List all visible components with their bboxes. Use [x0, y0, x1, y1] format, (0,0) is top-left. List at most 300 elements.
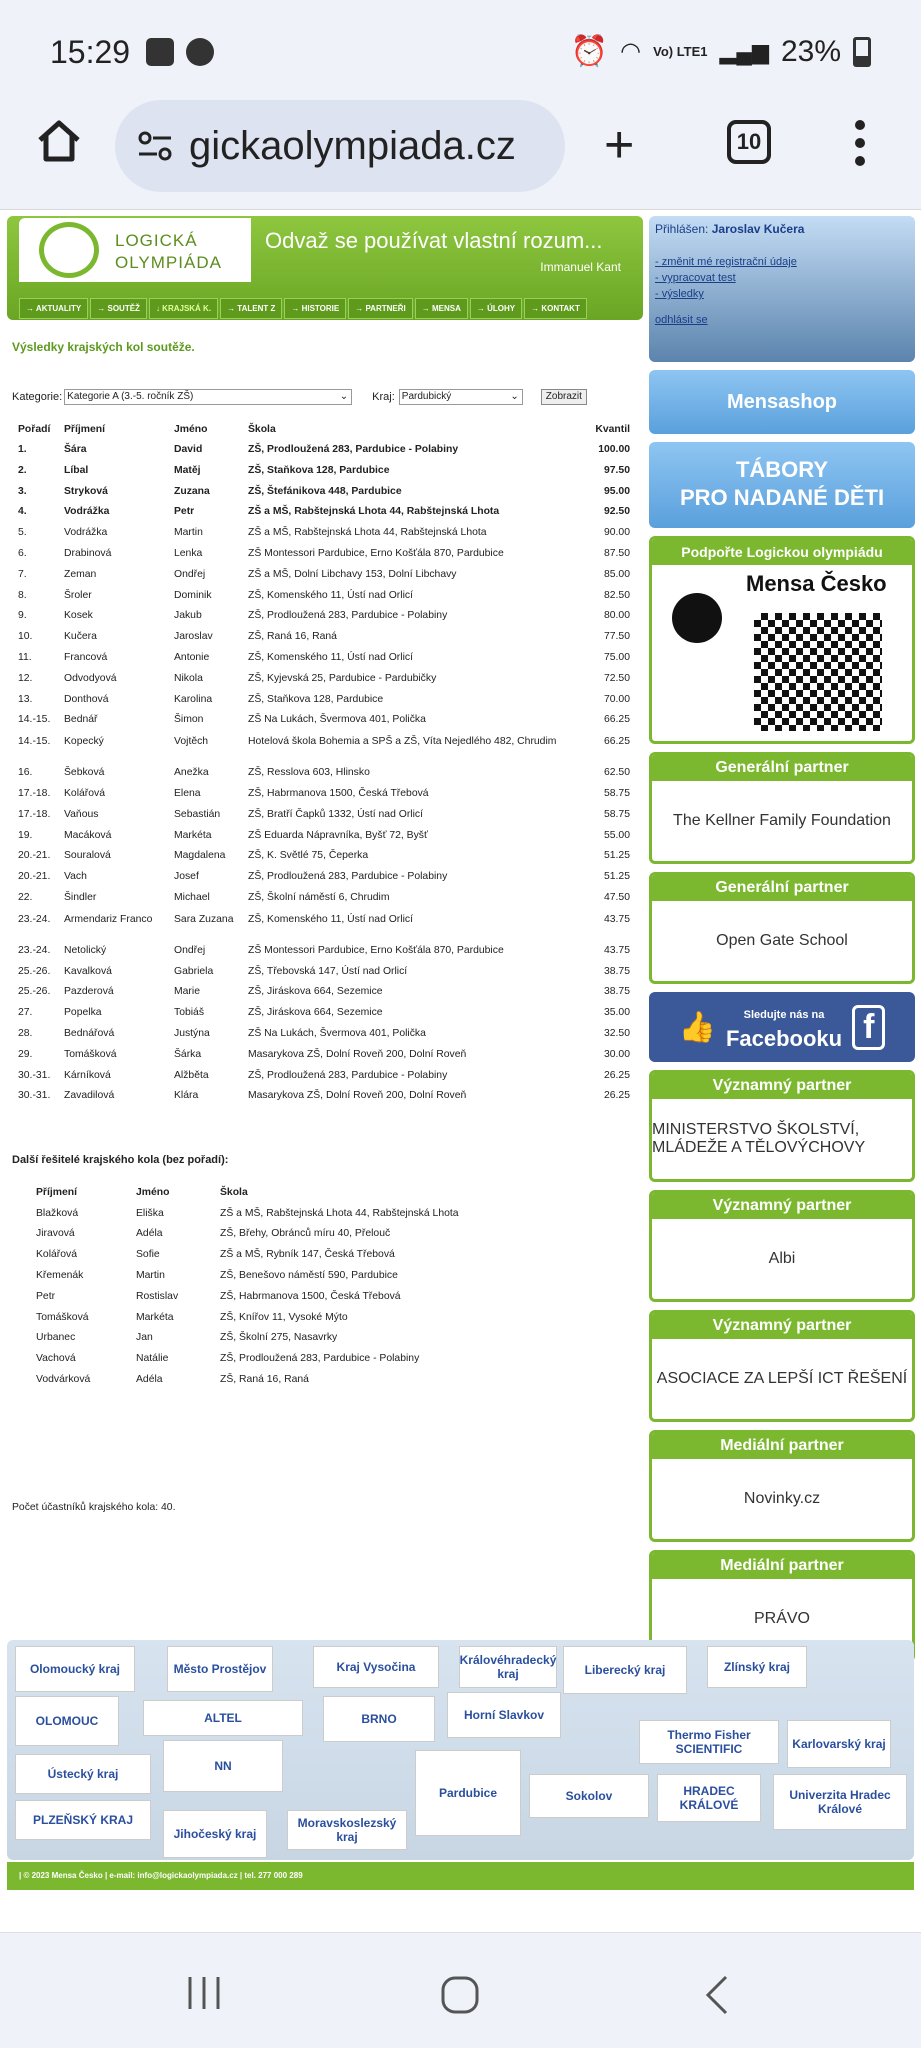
url-bar[interactable] [115, 100, 565, 192]
table-cell: ZŠ, Třebovská 147, Ústí nad Orlicí [248, 965, 408, 977]
table-cell: Zavadilová [64, 1090, 115, 1102]
table-cell: Masarykova ZŠ, Dolní Roveň 200, Dolní Roveň [248, 1090, 467, 1102]
table-cell: 23.-24. [18, 944, 51, 956]
table-cell: Masarykova ZŠ, Dolní Roveň 200, Dolní Roveň [248, 1048, 467, 1060]
table-cell: ZŠ, Staňkova 128, Pardubice [248, 464, 390, 476]
battery-icon [853, 37, 871, 67]
partner-logo[interactable]: ALTEL [143, 1700, 303, 1736]
table-cell: ZŠ, Habrmanova 1500, Česká Třebová [220, 1290, 401, 1302]
table-cell: Josef [174, 871, 199, 883]
nav-item[interactable]: → SOUTĚŽ [90, 298, 147, 319]
table-cell: ZŠ a MŠ, Dolní Libchavy 153, Dolní Libchavy [248, 568, 457, 580]
table-cell: ZŠ a MŠ, Rabštejnská Lhota 44, Rabštejnská Lhota [248, 527, 487, 539]
table-cell: ZŠ, Benešovo náměstí 590, Pardubice [220, 1270, 398, 1282]
table-cell: 47.50 [603, 891, 630, 903]
others-header: Příjmení [36, 1186, 77, 1198]
partner-logo[interactable]: Pardubice [415, 1750, 521, 1836]
table-cell: 16. [18, 767, 33, 779]
site-settings-icon[interactable] [135, 126, 175, 166]
table-cell: 14.-15. [18, 714, 51, 726]
table-cell: 66.25 [603, 714, 630, 726]
battery-percent: 23% [780, 34, 841, 68]
table-cell: Elena [174, 787, 201, 799]
table-cell: Šára [64, 444, 87, 455]
table-cell: Šimon [174, 714, 204, 726]
url-text: gickaolympiada.cz [189, 123, 516, 168]
table-cell: ZŠ, Raná 16, Raná [220, 1374, 309, 1386]
results-header: Příjmení [64, 424, 105, 435]
table-cell: Kosek [64, 610, 93, 622]
table-cell: Bednářová [64, 1027, 115, 1039]
table-cell: Rostislav [136, 1290, 179, 1302]
table-cell: Sebastián [174, 808, 221, 820]
table-cell: Vaňous [64, 808, 99, 820]
table-row [12, 986, 632, 1007]
results-link[interactable]: - výsledky [655, 288, 704, 300]
table-cell: Zuzana [174, 485, 210, 497]
table-cell: 10. [18, 631, 33, 643]
table-cell: 3. [18, 485, 27, 497]
table-cell: Sara Zuzana [174, 913, 234, 925]
table-cell: ZŠ Montessori Pardubice, Erno Košťála 870, Pardubice [248, 944, 504, 956]
do-test-link[interactable]: - vypracovat test [655, 272, 736, 284]
nav-item[interactable]: → TALENT Z [220, 298, 282, 319]
table-cell: ZŠ, Resslova 603, Hlinsko [248, 767, 370, 779]
table-cell: ZŠ Na Lukách, Švermova 401, Polička [248, 714, 426, 726]
table-cell: ZŠ, Raná 16, Raná [248, 631, 337, 643]
table-cell: ZŠ, Prodloužená 283, Pardubice - Polabiny [220, 1353, 420, 1365]
login-box: Přihlášen: Jaroslav Kučera - změnit mé registrační údaje - vypracovat test - výsledky odhlásit se [649, 216, 915, 362]
results-header: Jméno [174, 424, 208, 435]
home-icon[interactable] [34, 116, 84, 166]
chevron-down-icon: ⌄ [339, 391, 349, 402]
partner-logo[interactable]: Sokolov [529, 1774, 649, 1818]
table-cell: Jaroslav [174, 631, 213, 643]
partner-title: Významný partner [652, 1313, 912, 1339]
table-row [12, 1049, 632, 1070]
table-row [12, 1070, 632, 1091]
table-cell: ZŠ, Břehy, Obránců míru 40, Přelouč [220, 1228, 391, 1240]
table-cell: 20.-21. [18, 850, 51, 862]
table-cell: ZŠ, Komenského 11, Ústí nad Orlicí [248, 913, 413, 925]
table-cell: Netolický [64, 944, 107, 956]
results-header: Pořadí [18, 424, 51, 435]
category-select[interactable]: Kategorie A (3.-5. ročník ZŠ) ⌄ [64, 389, 352, 405]
table-row [32, 1244, 512, 1265]
table-cell: 92.50 [603, 506, 630, 518]
partner-logo: Novinky.cz [743, 1490, 821, 1507]
table-row [12, 714, 632, 735]
table-cell: Marie [174, 986, 200, 998]
table-cell: Šindler [64, 891, 97, 903]
table-row [12, 444, 632, 465]
partner-box[interactable] [649, 1190, 915, 1302]
table-cell: Jiravová [36, 1228, 75, 1240]
table-cell: 43.75 [603, 913, 630, 925]
table-cell: ZŠ, Prodloužená 283, Pardubice - Polabiny [248, 1069, 448, 1081]
table-cell: Martin [136, 1270, 165, 1282]
table-row [12, 913, 632, 945]
table-cell: ZŠ, Prodloužená 283, Pardubice - Polabiny [248, 610, 448, 622]
partner-box[interactable] [649, 872, 915, 984]
partner-logo[interactable]: NN [163, 1740, 283, 1792]
table-cell: 26.25 [603, 1069, 630, 1081]
table-row [12, 610, 632, 631]
facebook-banner[interactable]: 👍 Sledujte nás na Facebooku f [649, 992, 915, 1062]
partner-logo: MINISTERSTVO ŠKOLSTVÍ, MLÁDEŽE A TĚLOVÝCHOVY [652, 1121, 866, 1156]
table-cell: 43.75 [603, 944, 630, 956]
others-header: Škola [220, 1186, 248, 1198]
table-cell: Matěj [174, 464, 201, 476]
table-cell: 35.00 [603, 1007, 630, 1019]
wifi-icon: ◠ [620, 38, 642, 65]
table-cell: Kavalková [64, 965, 112, 977]
table-cell: Kopecký [64, 736, 104, 748]
table-cell: 75.00 [603, 651, 630, 663]
partner-logo: ASOCIACE ZA LEPŠÍ ICT ŘEŠENÍ [656, 1370, 908, 1387]
table-cell: 17.-18. [18, 808, 51, 820]
partner-logo: Open Gate School [716, 932, 848, 949]
table-row [12, 673, 632, 694]
partner-logo[interactable]: Univerzita Hradec Králové [773, 1774, 907, 1830]
table-cell: Stryková [64, 485, 108, 497]
table-row [12, 788, 632, 809]
table-cell: ZŠ, Bratří Čapků 1332, Ústí nad Orlicí [248, 808, 423, 820]
nav-item[interactable]: → MENSA [415, 298, 468, 319]
table-cell: Anežka [174, 767, 209, 779]
table-cell: 72.50 [603, 672, 630, 684]
table-cell: 25.-26. [18, 986, 51, 998]
table-cell: 6. [18, 547, 27, 559]
table-cell: 17.-18. [18, 787, 51, 799]
qr-code[interactable] [748, 607, 888, 737]
table-cell: Justýna [174, 1027, 210, 1039]
site-logo[interactable]: LOGICKÁ OLYMPIÁDA [19, 218, 251, 282]
table-cell: Ondřej [174, 944, 206, 956]
table-cell: 95.00 [603, 485, 630, 497]
recent-apps-button[interactable] [186, 1975, 222, 2016]
partner-title: Významný partner [652, 1193, 912, 1219]
results-header: Škola [248, 424, 276, 435]
table-cell: 87.50 [603, 547, 630, 559]
table-row [12, 735, 632, 767]
partner-logo[interactable]: Jihočeský kraj [163, 1810, 267, 1858]
table-cell: 58.75 [603, 808, 630, 820]
table-cell: Popelka [64, 1007, 102, 1019]
browser-menu-button[interactable] [855, 120, 865, 166]
table-cell: Hotelová škola Bohemia a SPŠ a ZŠ, Víta Nejedlého 482, Chrudim [248, 736, 557, 748]
table-cell: Šebková [64, 767, 105, 779]
logout-link[interactable]: odhlásit se [655, 314, 708, 326]
table-cell: Vach [64, 871, 87, 883]
table-cell: Macáková [64, 829, 112, 841]
table-cell: 77.50 [603, 631, 630, 643]
table-cell: 38.75 [603, 986, 630, 998]
partner-box[interactable] [649, 752, 915, 864]
table-row [12, 809, 632, 830]
table-cell: Kárníková [64, 1069, 111, 1081]
partner-logo[interactable]: Královéhradecký kraj [459, 1646, 557, 1688]
table-cell: Lenka [174, 547, 203, 559]
table-cell: ZŠ, Habrmanova 1500, Česká Třebová [248, 787, 429, 799]
table-cell: ZŠ, Prodloužená 283, Pardubice - Polabiny [248, 871, 448, 883]
table-cell: ZŠ a MŠ, Rybník 147, Česká Třebová [220, 1249, 395, 1261]
table-cell: 55.00 [603, 829, 630, 841]
table-row [32, 1307, 512, 1328]
account-icon [186, 38, 214, 66]
partner-logo[interactable]: Zlínský kraj [707, 1646, 807, 1688]
table-cell: ZŠ, Kyjevská 25, Pardubice - Pardubičky [248, 672, 437, 684]
table-cell: Antonie [174, 651, 210, 663]
table-cell: 30.-31. [18, 1069, 51, 1081]
partner-logo[interactable]: Moravskoslezský kraj [287, 1810, 407, 1850]
table-row [12, 945, 632, 966]
table-cell: David [174, 444, 203, 455]
table-cell: Odvodyová [64, 672, 117, 684]
mensa-name: Mensa Česko [746, 571, 887, 596]
table-cell: ZŠ, Jiráskova 664, Sezemice [248, 986, 383, 998]
table-cell: 4. [18, 506, 27, 518]
table-row [12, 1007, 632, 1028]
table-cell: Donthová [64, 693, 109, 705]
table-cell: 80.00 [603, 610, 630, 622]
partner-box[interactable] [649, 1070, 915, 1182]
table-cell: 38.75 [603, 965, 630, 977]
table-cell: ZŠ, Komenského 11, Ústí nad Orlicí [248, 651, 413, 663]
camps-banner[interactable]: TÁBORY PRO NADANÉ DĚTI [649, 442, 915, 528]
table-cell: 90.00 [603, 527, 630, 539]
table-row [12, 966, 632, 987]
partner-logo[interactable]: PLZEŇSKÝ KRAJ [15, 1800, 151, 1840]
table-cell: Francová [64, 651, 108, 663]
partner-logo[interactable]: Kraj Vysočina [313, 1646, 439, 1688]
table-row [12, 486, 632, 507]
partner-logo[interactable]: OLOMOUC [15, 1696, 119, 1746]
logo-icon [39, 222, 99, 278]
sidebar [649, 216, 915, 1662]
table-cell: Magdalena [174, 850, 226, 862]
tab-switcher-button[interactable]: 10 [727, 120, 771, 164]
nav-item[interactable]: → ÚLOHY [470, 298, 522, 319]
table-cell: 22. [18, 891, 33, 903]
table-cell: ZŠ Montessori Pardubice, Erno Košťála 870, Pardubice [248, 547, 504, 559]
partner-logo: The Kellner Family Foundation [673, 812, 891, 829]
table-cell: Tomášková [36, 1311, 89, 1323]
table-cell: Kučera [64, 631, 97, 643]
table-cell: 9. [18, 610, 27, 622]
table-cell: 62.50 [603, 767, 630, 779]
home-button[interactable] [440, 1975, 480, 2020]
table-cell: 14.-15. [18, 736, 51, 748]
table-row [12, 590, 632, 611]
partner-logo[interactable]: Horní Slavkov [447, 1692, 561, 1738]
motto: Odvaž se používat vlastní rozum... [265, 228, 603, 253]
table-cell: Zeman [64, 568, 97, 580]
table-cell: Křemenák [36, 1270, 84, 1282]
table-cell: 11. [18, 651, 32, 663]
partner-logo[interactable]: Město Prostějov [167, 1646, 273, 1692]
table-cell: 7. [18, 568, 27, 580]
table-cell: 8. [18, 589, 27, 601]
results-filter: Kategorie: Kategorie A (3.-5. ročník ZŠ) ⌄ Kraj: Pardubický ⌄ Zobrazit [12, 386, 632, 408]
partner-title: Významný partner [652, 1073, 912, 1099]
table-row [32, 1224, 512, 1245]
table-cell: Adéla [136, 1228, 163, 1240]
table-cell: 82.50 [603, 589, 630, 601]
partner-logo[interactable]: BRNO [323, 1696, 435, 1742]
back-button[interactable] [702, 1975, 732, 2020]
table-row [32, 1369, 512, 1390]
table-cell: Vodrážka [64, 506, 110, 518]
partner-box[interactable] [649, 1310, 915, 1422]
table-cell: 100.00 [598, 444, 630, 455]
table-cell: Eliška [136, 1207, 164, 1219]
table-row [12, 694, 632, 715]
table-cell: Vachová [36, 1353, 76, 1365]
table-cell: Michael [174, 891, 210, 903]
table-cell: Armendariz Franco [64, 913, 153, 925]
table-cell: Kolářová [64, 787, 106, 799]
table-row [12, 652, 632, 673]
table-cell: Kolářová [36, 1249, 78, 1261]
table-cell: ZŠ, Školní 275, Nasavrky [220, 1332, 338, 1344]
table-cell: Karolina [174, 693, 213, 705]
partner-title: Generální partner [652, 755, 912, 781]
nav-item[interactable]: → AKTUALITY [19, 298, 88, 319]
table-row [32, 1328, 512, 1349]
android-navbar [0, 1932, 921, 2048]
partner-logo: PRÁVO [753, 1610, 810, 1627]
table-cell: Klára [174, 1090, 199, 1102]
alarm-icon: ⏰ [570, 35, 609, 68]
nav-item[interactable]: ↓ KRAJSKÁ K. [149, 298, 218, 319]
status-time: 15:29 [50, 34, 131, 70]
show-button[interactable]: Zobrazit [541, 389, 587, 405]
table-row [12, 631, 632, 652]
table-row [12, 548, 632, 569]
table-cell: Jan [136, 1332, 153, 1344]
table-cell: 1. [18, 444, 27, 455]
table-cell: 30.00 [603, 1048, 630, 1060]
nav-item[interactable]: → KONTAKT [524, 298, 587, 319]
table-row [32, 1348, 512, 1369]
partner-logo[interactable]: HRADEC KRÁLOVÉ [657, 1774, 761, 1822]
table-cell: Nikola [174, 672, 203, 684]
table-cell: 23.-24. [18, 913, 51, 925]
partner-logo[interactable]: Thermo Fisher SCIENTIFIC [639, 1720, 779, 1764]
site-header [7, 216, 643, 320]
table-row [12, 892, 632, 913]
table-cell: ZŠ a MŠ, Rabštejnská Lhota 44, Rabštejnská Lhota [220, 1207, 459, 1219]
partner-logo: Albi [768, 1250, 796, 1267]
table-cell: Jakub [174, 610, 202, 622]
table-row [12, 850, 632, 871]
table-cell: 13. [18, 693, 33, 705]
table-cell: Šroler [64, 589, 92, 601]
partner-title: Mediální partner [652, 1433, 912, 1459]
table-cell: ZŠ, Jiráskova 664, Sezemice [248, 1007, 383, 1019]
table-cell: ZŠ, Štefánikova 448, Pardubice [248, 485, 402, 497]
table-cell: 70.00 [603, 693, 630, 705]
table-cell: ZŠ, Knířov 11, Vysoké Mýto [220, 1311, 348, 1323]
network-label: Vo) LTE1 [653, 44, 708, 59]
table-cell: Martin [174, 527, 203, 539]
table-cell: 30.-31. [18, 1090, 51, 1102]
new-tab-button[interactable]: + [604, 116, 635, 174]
copyright: | © 2023 Mensa Česko | e-mail: info@logickaolympiada.cz | tel. 277 000 289 [7, 1862, 914, 1890]
table-cell: Tomášková [64, 1048, 117, 1060]
table-cell: ZŠ Na Lukách, Švermova 401, Polička [248, 1027, 426, 1039]
table-cell: 25.-26. [18, 965, 51, 977]
table-cell: 85.00 [603, 568, 630, 580]
mensa-logo [672, 593, 722, 643]
support-box: Podpořte Logickou olympiádu Mensa Česko [649, 536, 915, 744]
table-cell: Sofie [136, 1249, 160, 1261]
nav-item[interactable]: → PARTNEŘI [348, 298, 413, 319]
table-cell: Petr [174, 506, 195, 518]
nav-item[interactable]: → HISTORIE [284, 298, 346, 319]
table-cell: Souralová [64, 850, 111, 862]
table-row [32, 1286, 512, 1307]
status-bar [0, 0, 921, 100]
partner-logo[interactable]: Olomoucký kraj [15, 1646, 135, 1692]
table-cell: Markéta [136, 1311, 174, 1323]
table-cell: 51.25 [603, 850, 630, 862]
table-cell: Vojtěch [174, 736, 209, 748]
table-cell: ZŠ, Komenského 11, Ústí nad Orlicí [248, 589, 413, 601]
table-row [12, 506, 632, 527]
results-header: Kvantil [595, 424, 630, 435]
table-cell: Adéla [136, 1374, 163, 1386]
table-cell: Natálie [136, 1353, 169, 1365]
partner-logo[interactable]: Ústecký kraj [15, 1754, 151, 1794]
table-cell: 51.25 [603, 871, 630, 883]
table-cell: 26.25 [603, 1090, 630, 1102]
partner-logo[interactable]: Liberecký kraj [563, 1646, 687, 1694]
results-table [12, 424, 632, 1111]
table-cell: 12. [18, 672, 33, 684]
browser-toolbar [0, 100, 921, 210]
edit-profile-link[interactable]: - změnit mé registrační údaje [655, 256, 797, 268]
main-content [12, 340, 632, 1513]
table-cell: Alžběta [174, 1069, 209, 1081]
facebook-icon: f [852, 1005, 885, 1050]
main-nav [19, 298, 587, 319]
partner-box[interactable] [649, 1430, 915, 1542]
partner-logo[interactable]: Karlovarský kraj [787, 1720, 891, 1768]
region-select[interactable]: Pardubický ⌄ [399, 389, 523, 405]
table-row [12, 569, 632, 590]
participants-count: Počet účastníků krajského kola: 40. [12, 1502, 176, 1513]
mensashop-banner[interactable]: Mensashop [649, 370, 915, 434]
signal-icon: ▂▄▆ [719, 38, 769, 64]
chevron-down-icon: ⌄ [510, 391, 519, 402]
table-cell: ZŠ, K. Světlé 75, Čeperka [248, 850, 369, 862]
table-cell: ZŠ a MŠ, Rabštejnská Lhota 44, Rabštejnská Lhota [248, 506, 500, 518]
table-cell: Petr [36, 1290, 56, 1302]
table-cell: Tobiáš [174, 1007, 205, 1019]
table-row [12, 830, 632, 851]
table-row [32, 1265, 512, 1286]
table-row [12, 465, 632, 486]
table-cell: Pazderová [64, 986, 114, 998]
table-cell: Drabinová [64, 547, 112, 559]
table-cell: 20.-21. [18, 871, 51, 883]
others-header: Jméno [136, 1186, 170, 1198]
table-cell: Bednář [64, 714, 98, 726]
table-row [12, 767, 632, 788]
table-row [12, 1090, 632, 1111]
